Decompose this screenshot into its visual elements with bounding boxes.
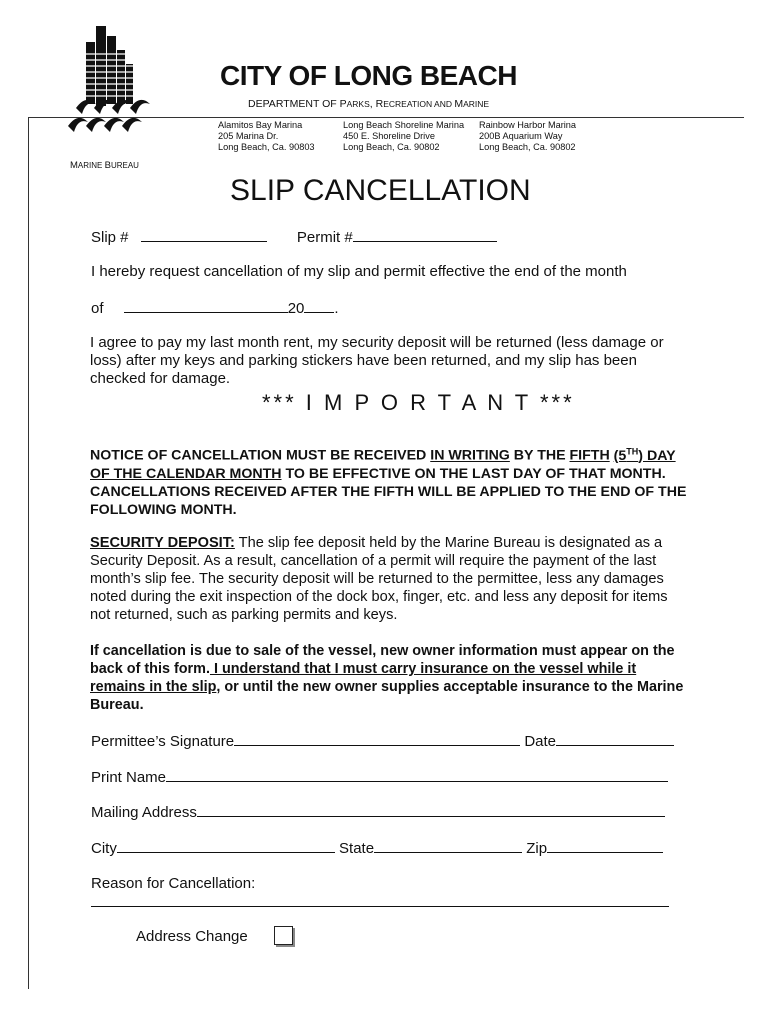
request-text: I hereby request cancellation of my slip and permit effective the end of the month [91,263,627,280]
zip-field[interactable] [547,839,663,853]
security-deposit-paragraph: SECURITY DEPOSIT: The slip fee deposit held by the Marine Bureau is designated as a Security Deposit. As a result, cancellation of a permit will require the payment of the last month’s slip fee. The security deposit will be returned to the permittee, less any damages noted during the exit inspection of the dock box, finger, etc. and less any deposit for items not returned, such as parking permits and keys. [90,535,668,623]
address-block-alamitos: Alamitos Bay Marina 205 Marina Dr. Long Beach, Ca. 90803 [218,120,315,152]
important-heading: *** I M P O R T A N T *** [262,390,575,415]
slip-number-field[interactable] [141,228,267,242]
print-name-field[interactable] [166,768,668,782]
city-title: CITY OF LONG BEACH [220,60,517,91]
slip-label: Slip # [91,229,129,246]
state-label: State [339,840,375,857]
mailing-address-label: Mailing Address [91,804,197,821]
print-name-label: Print Name [91,769,167,786]
month-field[interactable] [124,299,288,313]
frame-left-line [28,117,29,989]
city-logo-icon [62,24,154,134]
print-name-row [91,768,668,786]
date-field[interactable] [556,732,674,746]
permit-number-field[interactable] [353,228,497,242]
permit-label: Permit # [296,229,353,246]
signature-field[interactable] [234,732,520,746]
address-block-rainbow: Rainbow Harbor Marina 200B Aquarium Way Long Beach, Ca. 90802 [479,120,577,152]
vessel-sale-paragraph: If cancellation is due to sale of the vessel, new owner information must appear on the back of this form. I understand that I must carry insurance on the vessel while it remains in the slip, or until the new owner supplies acceptable insurance to the Marine Bureau. [90,643,684,713]
address-change-checkbox[interactable] [274,926,293,945]
of-label: of [91,300,104,317]
city-state-zip-row [91,839,663,857]
address-change-label: Address Change [136,928,248,945]
month-row: of 20 . [91,300,339,317]
zip-label: Zip [526,840,548,857]
year-field[interactable] [304,299,334,313]
state-field[interactable] [374,839,522,853]
slip-permit-row [91,228,497,246]
form-title: SLIP CANCELLATION [230,174,531,207]
agree-paragraph: I agree to pay my last month rent, my security deposit will be returned (less damage or loss) after my keys and parking stickers have been returned, and my slip has been checked for damage. [90,334,664,387]
marine-bureau-label: MARINE BUREAU [70,160,139,171]
reason-label: Reason for Cancellation: [91,875,256,892]
reason-field[interactable] [91,906,669,907]
signature-label: Permittee’s Signature [91,733,235,750]
signature-row [91,732,674,750]
department-name: DEPARTMENT OF PARKS, RECREATION AND MARINE [248,98,490,110]
city-field[interactable] [117,839,335,853]
address-block-shoreline: Long Beach Shoreline Marina 450 E. Shoreline Drive Long Beach, Ca. 90802 [343,120,465,152]
notice-paragraph: NOTICE OF CANCELLATION MUST BE RECEIVED IN WRITING BY THE FIFTH (5TH) DAY OF THE CALENDAR MONTH TO BE EFFECTIVE ON THE LAST DAY OF THAT MONTH. CANCELLATIONS RECEIVED AFTER THE FIFTH WILL BE APPLIED TO THE END OF THE FOLLOWING MONTH. [90,446,687,518]
mailing-address-field[interactable] [197,803,665,817]
date-label: Date [524,733,556,750]
city-label: City [91,840,117,857]
mailing-address-row [91,803,665,821]
